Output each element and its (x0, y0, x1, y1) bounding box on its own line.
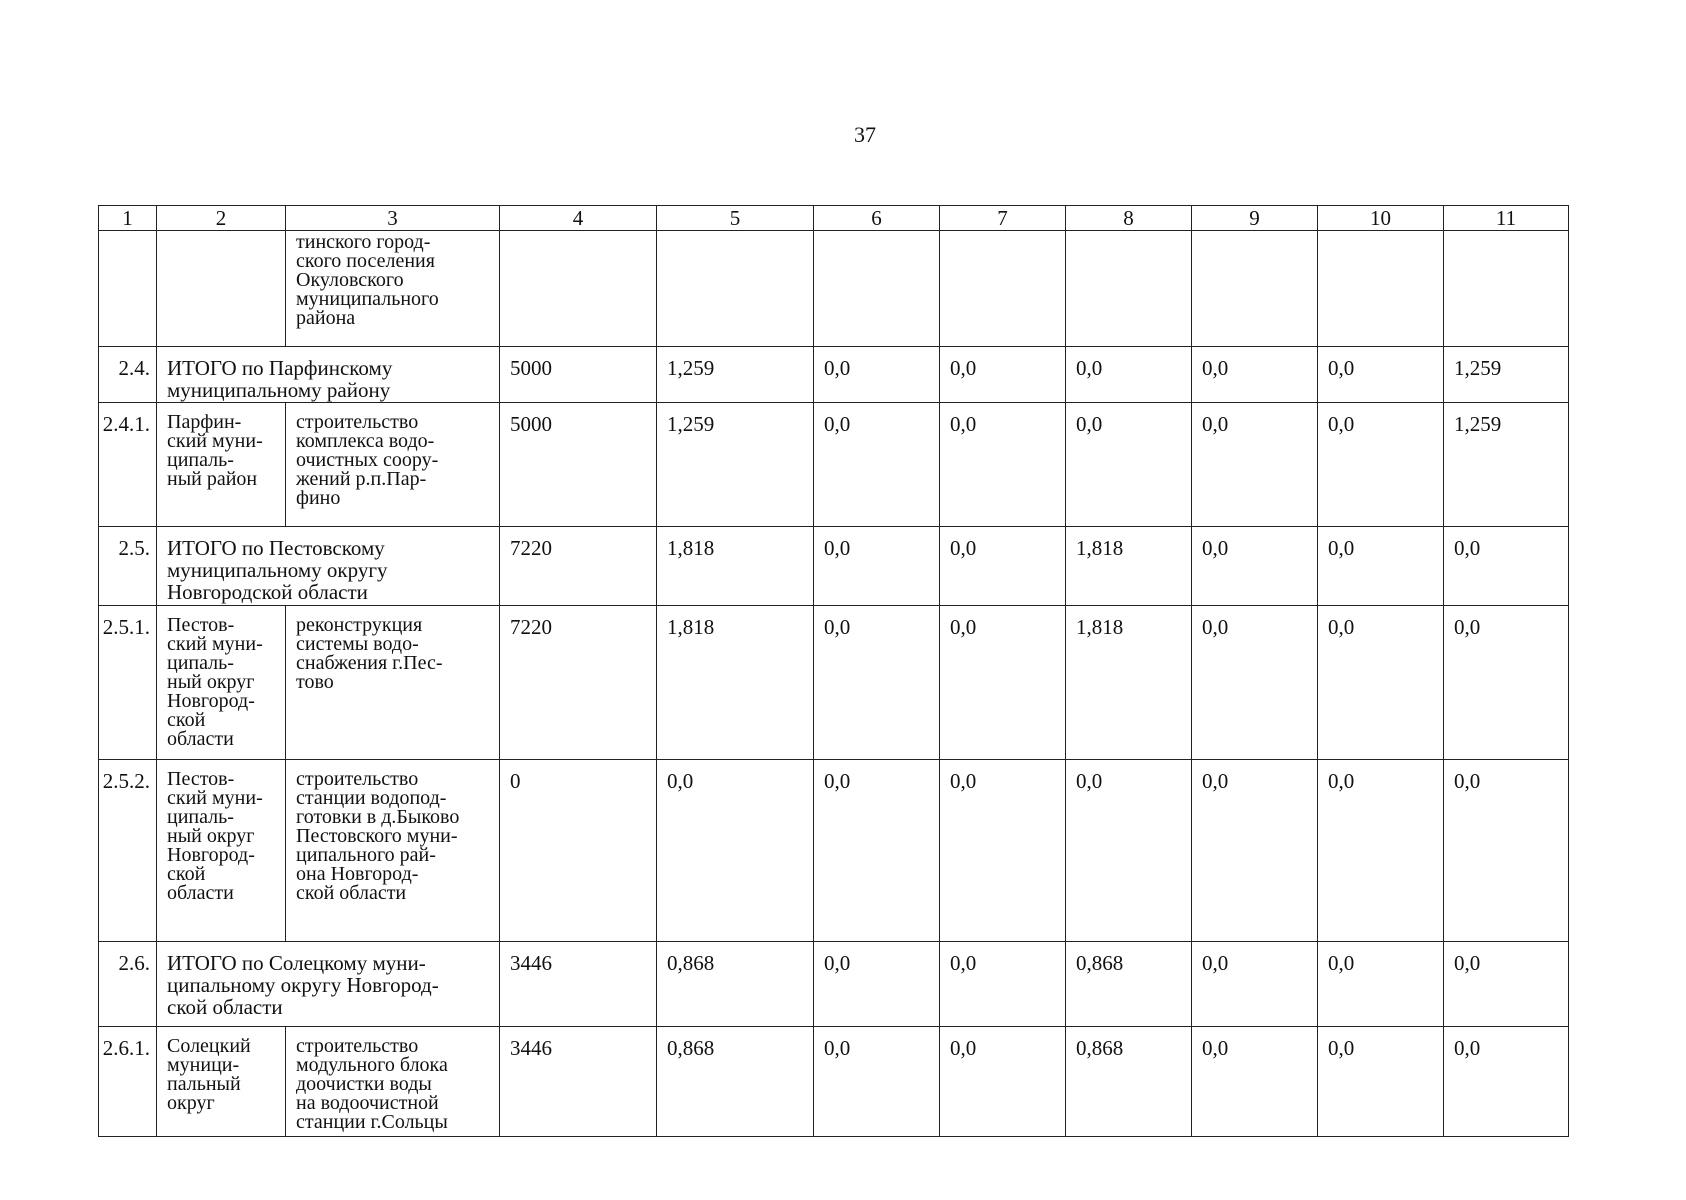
value-cell-col-10: 0,0 (1318, 606, 1444, 760)
column-header-5: 5 (657, 206, 814, 231)
value-cell-col-8: 0,0 (1066, 760, 1192, 942)
value-cell-col-9: 0,0 (1192, 760, 1318, 942)
municipality-cell (157, 231, 286, 347)
row-number-cell: 2.4. (99, 347, 157, 403)
value-cell-col-7: 0,0 (940, 347, 1066, 403)
value-cell-col-6: 0,0 (814, 942, 940, 1027)
page-number: 37 (854, 122, 876, 147)
value-cell-col-5: 1,818 (657, 606, 814, 760)
value-cell-col-4: 7220 (500, 527, 657, 606)
row-number-cell: 2.6. (99, 942, 157, 1027)
value-cell-col-9: 0,0 (1192, 1027, 1318, 1137)
object-description-cell: строительство станции водопод- готовки в д.Быково Пестовского муни- ципального рай- она Новгород- ской области (286, 760, 500, 942)
value-cell-col-10: 0,0 (1318, 1027, 1444, 1137)
value-cell-col-10: 0,0 (1318, 347, 1444, 403)
value-cell-col-5: 0,868 (657, 942, 814, 1027)
value-cell-col-8: 0,0 (1066, 347, 1192, 403)
table-row (99, 760, 1569, 942)
object-description-cell: реконструкция системы водо- снабжения г.Пес- тово (286, 606, 500, 760)
value-cell-col-10: 0,0 (1318, 403, 1444, 527)
value-cell-col-7: 0,0 (940, 942, 1066, 1027)
column-header-2: 2 (157, 206, 286, 231)
row-number-cell: 2.5. (99, 527, 157, 606)
value-cell-col-7: 0,0 (940, 403, 1066, 527)
column-header-6: 6 (814, 206, 940, 231)
row-number-cell: 2.5.1. (99, 606, 157, 760)
column-header-4: 4 (500, 206, 657, 231)
table-row (99, 527, 1569, 606)
object-description-cell: тинского город- ского поселения Окуловского муниципального района (286, 231, 500, 347)
header-row (99, 206, 1569, 231)
value-cell-col-5: 0,0 (657, 760, 814, 942)
value-cell-col-4: 5000 (500, 403, 657, 527)
value-cell-col-6: 0,0 (814, 760, 940, 942)
value-cell-col-9: 0,0 (1192, 606, 1318, 760)
value-cell-col-10: 0,0 (1318, 942, 1444, 1027)
value-cell-col-8: 1,818 (1066, 606, 1192, 760)
column-header-3: 3 (286, 206, 500, 231)
value-cell-col-11: 1,259 (1444, 347, 1569, 403)
row-number-cell: 2.5.2. (99, 760, 157, 942)
value-cell-col-7: 0,0 (940, 527, 1066, 606)
total-label-cell: ИТОГО по Пестовскому муниципальному округу Новгородской области (157, 527, 500, 606)
table-row (99, 403, 1569, 527)
value-cell-col-8: 1,818 (1066, 527, 1192, 606)
total-label-cell: ИТОГО по Солецкому муни- ципальному округу Новгород- ской области (157, 942, 500, 1027)
value-cell-col-4: 3446 (500, 942, 657, 1027)
value-cell-col-7: 0,0 (940, 1027, 1066, 1137)
value-cell-col-4: 0 (500, 760, 657, 942)
value-cell-col-11: 0,0 (1444, 760, 1569, 942)
value-cell-col-4: 5000 (500, 347, 657, 403)
table-row (99, 231, 1569, 347)
value-cell-col-5: 1,259 (657, 347, 814, 403)
column-header-9: 9 (1192, 206, 1318, 231)
value-cell-col-11: 0,0 (1444, 606, 1569, 760)
value-cell-col-9 (1192, 231, 1318, 347)
object-description-cell: строительство комплекса водо- очистных соору- жений р.п.Пар- фино (286, 403, 500, 527)
value-cell-col-6: 0,0 (814, 606, 940, 760)
value-cell-col-7: 0,0 (940, 760, 1066, 942)
value-cell-col-5: 1,259 (657, 403, 814, 527)
object-description-cell: строительство модульного блока доочистки воды на водоочистной станции г.Сольцы (286, 1027, 500, 1137)
value-cell-col-8: 0,868 (1066, 942, 1192, 1027)
value-cell-col-9: 0,0 (1192, 942, 1318, 1027)
municipality-cell: Пестов- ский муни- ципаль- ный округ Новгород- ской области (157, 606, 286, 760)
value-cell-col-11: 1,259 (1444, 403, 1569, 527)
value-cell-col-11: 0,0 (1444, 1027, 1569, 1137)
row-number-cell: 2.4.1. (99, 403, 157, 527)
municipality-cell: Парфин- ский муни- ципаль- ный район (157, 403, 286, 527)
column-header-10: 10 (1318, 206, 1444, 231)
value-cell-col-4: 3446 (500, 1027, 657, 1137)
value-cell-col-11: 0,0 (1444, 527, 1569, 606)
data-table (98, 205, 1569, 1137)
value-cell-col-6: 0,0 (814, 527, 940, 606)
value-cell-col-8: 0,0 (1066, 403, 1192, 527)
value-cell-col-7 (940, 231, 1066, 347)
value-cell-col-6 (814, 231, 940, 347)
value-cell-col-6: 0,0 (814, 1027, 940, 1137)
value-cell-col-9: 0,0 (1192, 527, 1318, 606)
column-header-1: 1 (99, 206, 157, 231)
value-cell-col-6: 0,0 (814, 347, 940, 403)
value-cell-col-4: 7220 (500, 606, 657, 760)
column-header-11: 11 (1444, 206, 1569, 231)
value-cell-col-11: 0,0 (1444, 942, 1569, 1027)
table-row (99, 606, 1569, 760)
value-cell-col-7: 0,0 (940, 606, 1066, 760)
value-cell-col-5: 0,868 (657, 1027, 814, 1137)
value-cell-col-8 (1066, 231, 1192, 347)
value-cell-col-10: 0,0 (1318, 527, 1444, 606)
total-label-cell: ИТОГО по Парфинскому муниципальному району (157, 347, 500, 403)
value-cell-col-9: 0,0 (1192, 403, 1318, 527)
value-cell-col-10 (1318, 231, 1444, 347)
value-cell-col-10: 0,0 (1318, 760, 1444, 942)
table-row (99, 347, 1569, 403)
value-cell-col-9: 0,0 (1192, 347, 1318, 403)
value-cell-col-5 (657, 231, 814, 347)
municipality-cell: Солецкий муници- пальный округ (157, 1027, 286, 1137)
row-number-cell (99, 231, 157, 347)
value-cell-col-8: 0,868 (1066, 1027, 1192, 1137)
table-row (99, 942, 1569, 1027)
value-cell-col-6: 0,0 (814, 403, 940, 527)
column-header-7: 7 (940, 206, 1066, 231)
value-cell-col-11 (1444, 231, 1569, 347)
table-body (99, 231, 1569, 1137)
column-header-8: 8 (1066, 206, 1192, 231)
value-cell-col-4 (500, 231, 657, 347)
value-cell-col-5: 1,818 (657, 527, 814, 606)
table-row (99, 1027, 1569, 1137)
row-number-cell: 2.6.1. (99, 1027, 157, 1137)
municipality-cell: Пестов- ский муни- ципаль- ный округ Новгород- ской области (157, 760, 286, 942)
